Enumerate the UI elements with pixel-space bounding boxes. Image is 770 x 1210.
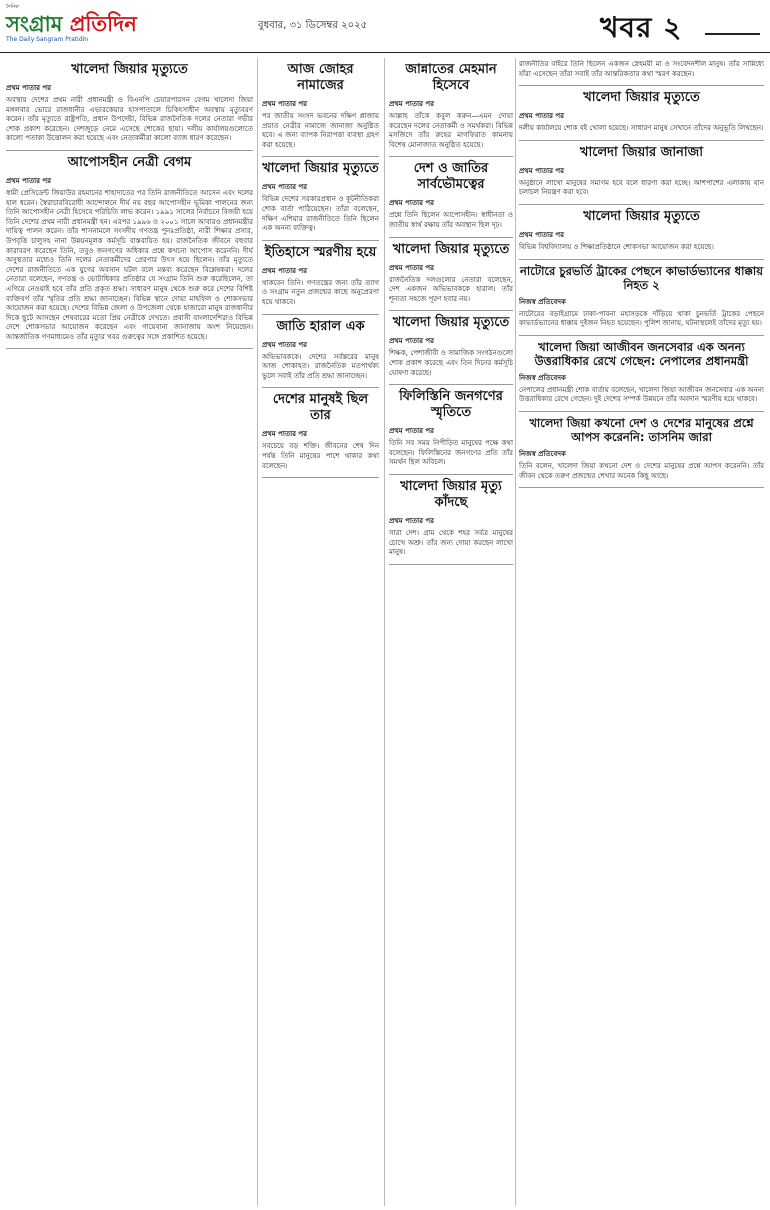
story-byline: প্রথম পাতার পর — [519, 230, 565, 239]
story-headline: দেশ ও জাতির সার্বভৌমত্বের — [413, 161, 489, 193]
story-body: অবস্থায় দেশের প্রথম নারী প্রধানমন্ত্রী ও বিএনপি চেয়ারপারসন বেগম খালেদা জিয়া মঙ্গলবার ভোরে রাজধানীর এভারকেয়ার হাসপাতালে চিকিৎসাধীন অবস্থায় মৃত্যুবরণ করেন। তাঁর মৃত্যুতে রাষ্ট্রপতি, প্রধান উপদেষ্টা, বিভিন্ন রাজনৈতিক দলের নেতারা গভীর শোক প্রকাশ করেছেন। দেশজুড়ে নেমে এসেছে শোকের ছায়া। দলীয় কার্যালয়গুলোতে কালো পতাকা উত্তোলন করা হয়েছে এবং নেতাকর্মীরা কালো ব্যাজ ধারণ করেছেন। — [6, 96, 253, 143]
newspaper-logo — [6, 4, 176, 48]
story-body: শিক্ষক, পেশাজীবী ও সামাজিক সংগঠনগুলো শোক প্রকাশ করেছে এবং তিন দিনের কর্মসূচি ঘোষণা করেছে। — [389, 349, 513, 377]
story-byline: প্রথম পাতার পর — [389, 427, 435, 436]
story-headline: খালেদা জিয়া কখনো দেশ ও দেশের মানুষের প্রশ্নে আপস করেননি: তাসনিম জারা — [529, 415, 754, 444]
story-headline: খালেদা জিয়ার মৃত্যু কাঁদছে — [400, 478, 502, 510]
story-body: স্বামী প্রেসিডেন্ট জিয়াউর রহমানের শাহাদাতের পর তিনি রাজনীতিতে আসেন এবং দলের হাল ধরেন। স্বৈরাচারবিরোধী আন্দোলনে দীর্ঘ নয় বছর আপোসহীন ভূমিকা পালনের জন্য তিনি আপোসহীন নেত্রী হিসেবে পরিচিতি লাভ করেন। ১৯৯১ সালের নির্বাচনে বিজয়ী হয়ে তিনি দেশের প্রথম নারী প্রধানমন্ত্রী হন। এরপর ১৯৯৬ ও ২০০১ সালে আবারও প্রধানমন্ত্রীর দায়িত্ব পালন করেন। তাঁর শাসনামলে সংসদীয় গণতন্ত্র পুনঃপ্রতিষ্ঠা, নারী শিক্ষার প্রসার, উপবৃত্তি চালুসহ নানা উন্নয়নমূলক কর্মসূচি বাস্তবায়িত হয়। রাজনৈতিক জীবনে বহুবার কারাবরণ করেছেন তিনি, তবুও জনগণের অধিকার প্রশ্নে কখনো আপোস করেননি। দীর্ঘ অসুস্থতার মধ্যেও তিনি দলের নেতাকর্মীদের প্রেরণার উৎস হয়ে ছিলেন। তাঁর মৃত্যুতে দেশের রাজনীতিতে এক যুগের অবসান ঘটল বলে মন্তব্য করেছেন বিশ্লেষকরা। দলের নেতারা বলেছেন, গণতন্ত্র ও ভোটাধিকার প্রতিষ্ঠার যে সংগ্রাম তিনি শুরু করেছিলেন, তা এগিয়ে নেওয়াই হবে তাঁর প্রতি প্রকৃত শ্রদ্ধা। সাধারণ মানুষ থেকে শুরু করে দেশের বিশিষ্ট ব্যক্তিবর্গ তাঁর স্মৃতির প্রতি শ্রদ্ধা জানাচ্ছেন। বিভিন্ন স্থানে দোয়া মাহফিল ও শোকসভার আয়োজন করা হয়েছে। দেশের বিভিন্ন জেলা ও উপজেলা থেকে হাজারো মানুষ রাজধানীর দিকে ছুটে আসছেন শেষবারের মতো প্রিয় নেত্রীকে দেখতে। প্রবাসী বাংলাদেশিরাও বিভিন্ন দেশে শোকসভার আয়োজন করেছেন এবং গায়েবানা জানাজায় অংশ নিয়েছেন। আন্তর্জাতিক গণমাধ্যমেও তাঁর মৃত্যুর খবর গুরুত্বের সঙ্গে প্রকাশিত হয়েছে। — [6, 188, 253, 341]
story-divider — [519, 204, 764, 205]
section-rule — [705, 33, 760, 35]
story-body: অনুষ্ঠানে লাখো মানুষের সমাগম হবে বলে ধারণা করা হচ্ছে। আশপাশের এলাকায় যান চলাচল নিয়ন্ত্রণ করা হবে। — [519, 178, 764, 197]
story-divider — [389, 474, 513, 475]
logo-name-part1: সংগ্রাম — [6, 12, 63, 36]
story-byline: প্রথম পাতার পর — [519, 166, 565, 175]
logo-english-name: The Daily Sangram Pratidin — [6, 36, 89, 43]
story-headline: খালেদা জিয়া আজীবন জনসেবার এক অনন্য উত্তরাধিকার রেখে গেছেন: নেপালের প্রধানমন্ত্রী — [534, 339, 749, 368]
story-byline: প্রথম পাতার পর — [262, 266, 308, 275]
story-byline: প্রথম পাতার পর — [389, 100, 435, 108]
story-divider — [389, 237, 513, 238]
story-headline: আজ জোহর নামাজের — [287, 62, 354, 93]
news-story — [262, 392, 379, 471]
story-byline: প্রথম পাতার পর — [389, 199, 435, 208]
story-divider — [389, 384, 513, 385]
story-divider — [262, 156, 379, 157]
story-headline: ইতিহাসে স্মরণীয় হয়ে — [264, 244, 377, 260]
story-body: তিনি বলেন, খালেদা জিয়া কখনো দেশ ও দেশের মানুষের প্রশ্নে আপস করেননি। তাঁর জীবন থেকে তরুণ প্রজন্মের শেখার অনেক কিছু আছে। — [519, 461, 764, 480]
news-story — [389, 161, 513, 230]
news-story — [389, 315, 513, 378]
section-title: খবর ২ — [600, 11, 683, 44]
story-body: অভিভাবককে। দেশের সর্বস্তরের মানুষ আজ শোকাহত। রাজনৈতিক মতপার্থক্য ভুলে সবাই তাঁর প্রতি শ্রদ্ধা জানাচ্ছেন। — [262, 352, 379, 380]
story-body: দলীয় কার্যালয়ে শোক বই খোলা হয়েছে। সাধারণ মানুষ সেখানে তাঁদের অনুভূতি লিখছেন। — [519, 124, 764, 133]
logo-name — [6, 12, 176, 36]
story-byline: প্রথম পাতার পর — [6, 176, 52, 185]
column-2 — [262, 60, 379, 1206]
story-body: সবচেয়ে বড় শক্তি। জীবনের শেষ দিন পর্যন্ত তিনি মানুষের পাশে থাকার কথা বলেছেন। — [262, 442, 379, 470]
column-4 — [519, 60, 764, 1206]
news-story — [6, 62, 253, 144]
story-byline: প্রথম পাতার পর — [389, 337, 435, 346]
story-body: নেপালের প্রধানমন্ত্রী শোক বার্তায় বলেছেন, খালেদা জিয়া আজীবন জনসেবার এক অনন্য উত্তরাধিকার রেখে গেছেন। দুই দেশের সম্পর্ক উন্নয়নে তাঁর অবদান স্মরণীয় হয়ে থাকবে। — [519, 385, 764, 404]
story-body: প্রশ্নে তিনি ছিলেন আপোসহীন। স্বাধীনতা ও জাতীয় স্বার্থ রক্ষায় তাঁর অবস্থান ছিল দৃঢ়। — [389, 211, 513, 229]
column-3 — [389, 60, 513, 1206]
story-body: তিনি সব সময় নিপীড়িত মানুষের পক্ষে কথা বলেছেন। ফিলিস্তিনের জনগণের প্রতি তাঁর সমর্থন ছিল অবিচল। — [389, 439, 513, 467]
story-divider — [519, 85, 764, 86]
column-divider — [257, 58, 258, 1206]
news-story — [519, 145, 764, 198]
story-divider — [519, 487, 764, 488]
story-divider — [389, 310, 513, 311]
masthead — [0, 0, 770, 53]
story-headline: দেশের মানুষই ছিল তার — [272, 392, 369, 424]
story-byline: প্রথম পাতার পর — [262, 100, 308, 108]
story-divider — [6, 348, 253, 349]
story-byline: প্রথম পাতার পর — [262, 340, 308, 349]
story-byline: প্রথম পাতার পর — [389, 516, 435, 525]
story-body: রাজনীতির বাইরে তিনি ছিলেন একজন স্নেহময়ী মা ও সংবেদনশীল মানুষ। তাঁর সান্নিধ্যে যাঁরা এসেছেন তাঁরা সবাই তাঁর আন্তরিকতার কথা স্মরণ করছেন। — [519, 60, 764, 78]
story-divider — [262, 477, 379, 478]
news-story — [6, 155, 253, 343]
story-headline: নাটোরে চুরভর্তি ট্রাকের পেছনে কাভার্ডভ্যানের ধাক্কায় নিহত ২ — [520, 263, 763, 292]
news-story — [519, 416, 764, 481]
news-story — [519, 60, 764, 79]
news-story — [519, 340, 764, 405]
dateline: বুধবার, ৩১ ডিসেম্বর ২০২৫ — [258, 20, 368, 31]
news-story — [389, 389, 513, 468]
story-byline: প্রথম পাতার পর — [262, 430, 308, 439]
story-divider — [519, 411, 764, 412]
column-divider — [515, 58, 516, 1206]
story-headline: খালেদা জিয়ার মৃত্যুতে — [392, 241, 510, 257]
story-divider — [6, 150, 253, 151]
story-divider — [519, 335, 764, 336]
story-headline: জান্নাতের মেহমান হিসেবে — [405, 62, 497, 93]
story-body: পর জাতীয় সংসদ ভবনের দক্ষিণ প্লাজায় প্রয়াত নেত্রীর নামাজে জানাজা অনুষ্ঠিত হবে। এ জন্য ব্যাপক নিরাপত্তা ব্যবস্থা গ্রহণ করা হয়েছে। — [262, 112, 379, 149]
story-body: থাকবেন তিনি। গণতন্ত্রের জন্য তাঁর ত্যাগ ও সংগ্রাম নতুন প্রজন্মের কাছে অনুপ্রেরণা হয়ে থাকবে। — [262, 278, 379, 306]
news-story — [389, 62, 513, 150]
story-body: বিভিন্ন দেশের সরকারপ্রধান ও কূটনীতিকরা শোক বার্তা পাঠিয়েছেন। তাঁরা বলেছেন, দক্ষিণ এশিয়ার রাজনীতিতে তিনি ছিলেন এক অনন্য ব্যক্তিত্ব। — [262, 195, 379, 233]
story-divider — [389, 564, 513, 565]
story-body: বিভিন্ন বিশ্ববিদ্যালয় ও শিক্ষাপ্রতিষ্ঠানে শোকসভা আয়োজন করা হয়েছে। — [519, 242, 714, 251]
news-story — [389, 479, 513, 558]
story-divider — [262, 240, 379, 241]
news-story — [519, 264, 764, 329]
story-headline: খালেদা জিয়ার মৃত্যুতে — [262, 161, 379, 177]
story-divider — [262, 314, 379, 315]
story-body: আল্লাহ তাঁকে কবুল করুন—এমন দোয়া করেছেন দলের নেতাকর্মী ও সমর্থকরা। বিভিন্ন মসজিদে তাঁর রুহের মাগফিরাত কামনায় বিশেষ মোনাজাত অনুষ্ঠিত হয়েছে। — [389, 112, 513, 149]
logo-name-part2: প্রতিদিন — [69, 12, 137, 36]
column-1 — [6, 60, 253, 1206]
story-headline: খালেদা জিয়ার মৃত্যুতে — [392, 315, 510, 331]
story-divider — [262, 387, 379, 388]
story-byline: প্রথম পাতার পর — [389, 263, 435, 272]
story-byline: প্রথম পাতার পর — [6, 84, 52, 92]
news-story — [262, 245, 379, 308]
story-divider — [519, 259, 764, 260]
story-divider — [519, 140, 764, 141]
story-byline: প্রথম পাতার পর — [262, 183, 308, 192]
story-headline: খালেদা জিয়ার মৃত্যুতে — [583, 90, 700, 106]
story-headline: আপোসহীন নেত্রী বেগম — [67, 154, 192, 170]
news-story — [519, 90, 764, 134]
story-headline: ফিলিস্তিনি জনগণের স্মৃতিতে — [399, 389, 503, 421]
news-story — [262, 319, 379, 382]
story-byline: নিজস্ব প্রতিবেদক — [519, 449, 566, 458]
story-headline: জাতি হারাল এক — [276, 318, 365, 334]
story-divider — [389, 156, 513, 157]
column-divider — [384, 58, 385, 1206]
story-body: সারা দেশ। গ্রাম থেকে শহর সর্বত্র মানুষের চোখে অশ্রু। তাঁর জন্য দোয়া করছেন লাখো মানুষ। — [389, 528, 513, 557]
news-story — [519, 209, 764, 253]
story-byline: নিজস্ব প্রতিবেদক — [519, 297, 566, 306]
news-story — [262, 62, 379, 150]
story-headline: খালেদা জিয়ার জানাজা — [579, 144, 704, 160]
news-story — [262, 161, 379, 233]
story-headline: খালেদা জিয়ার মৃত্যুতে — [583, 208, 700, 224]
story-body: রাজনৈতিক দলগুলোর নেতারা বলেছেন, দেশ একজন অভিভাবককে হারাল। তাঁর শূন্যতা সহজে পূরণ হবার নয়। — [389, 275, 513, 303]
news-story — [389, 242, 513, 305]
story-byline: নিজস্ব প্রতিবেদক — [519, 373, 566, 382]
logo-tagline: দৈনিক — [6, 4, 19, 10]
story-headline: খালেদা জিয়ার মৃত্যুতে — [71, 62, 188, 77]
story-body: নাটোরের বড়াইগ্রামে ঢাকা-পাবনা মহাসড়কে দাঁড়িয়ে থাকা চুনভর্তি ট্রাকের পেছনে কাভার্ডভ্যানের ধাক্কায় দুইজন নিহত হয়েছেন। পুলিশ জানায়, ঘটনাস্থলেই তাঁদের মৃত্যু হয়। — [519, 309, 764, 328]
story-byline: প্রথম পাতার পর — [519, 112, 565, 121]
